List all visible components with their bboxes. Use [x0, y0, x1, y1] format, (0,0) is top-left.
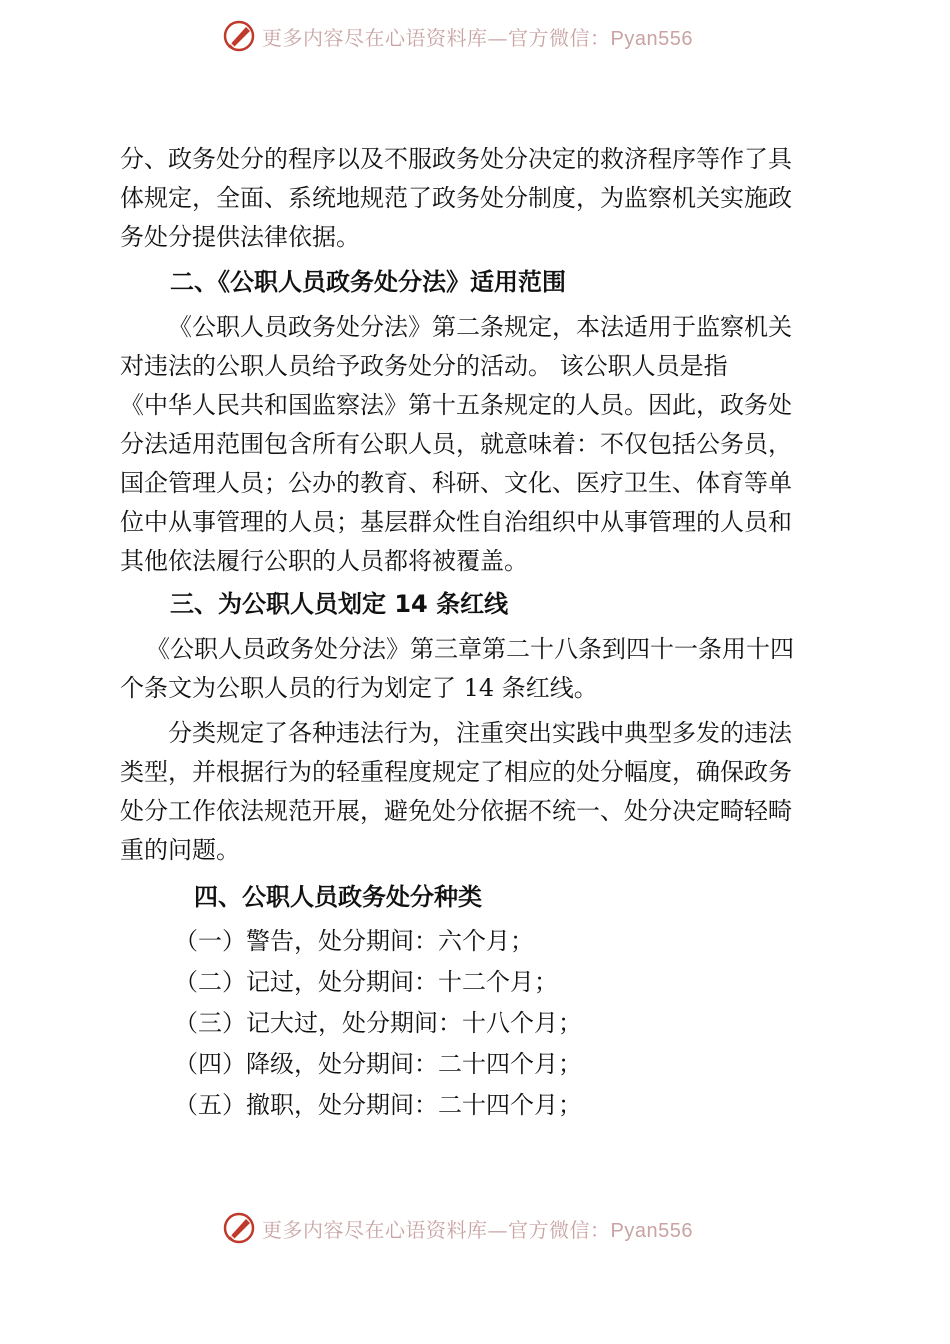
wechat-id: Pyan556 — [610, 27, 693, 50]
paragraph: 《公职人员政务处分法》第三章第二十八条到四十一条用十四个条文为公职人员的行为划定了 14 条红线。 — [120, 635, 794, 702]
penalty-list — [120, 921, 810, 1126]
document-body — [120, 140, 810, 1126]
list-item: （三）记大过，处分期间：十八个月； — [174, 1009, 582, 1037]
pen-logo-icon — [222, 1211, 256, 1245]
paragraph: 分、政务处分的程序以及不服政务处分决定的救济程序等作了具体规定，全面、系统地规范了政务处分制度，为监察机关实施政务处分提供法律依据。 — [120, 145, 792, 251]
footer-banner — [222, 1208, 742, 1248]
section-heading-4: 四、公职人员政务处分种类 — [194, 883, 482, 911]
paragraph: 《公职人员政务处分法》第二条规定，本法适用于监察机关对违法的公职人员给予政务处分的活动。 该公职人员是指 — [120, 313, 792, 380]
list-item: （五）撤职，处分期间：二十四个月； — [174, 1091, 582, 1119]
list-item: （二）记过，处分期间：十二个月； — [174, 968, 558, 996]
banner-slogan: 更多内容尽在心语资料库—官方微信： — [262, 25, 611, 50]
section-heading-3: 三、为公职人员划定 14 条红线 — [170, 590, 509, 618]
header-banner — [222, 16, 742, 56]
list-item: （四）降级，处分期间：二十四个月； — [174, 1050, 582, 1078]
wechat-id: Pyan556 — [610, 1219, 693, 1242]
banner-text — [262, 1214, 693, 1243]
list-item: （一）警告，处分期间：六个月； — [174, 927, 534, 955]
paragraph: 分类规定了各种违法行为，注重突出实践中典型多发的违法类型，并根据行为的轻重程度规定了相应的处分幅度，确保政务处分工作依法规范开展，避免处分依据不统一、处分决定畸轻畸重的问题。 — [120, 719, 792, 864]
banner-slogan: 更多内容尽在心语资料库—官方微信： — [262, 1217, 611, 1242]
pen-logo-icon — [222, 19, 256, 53]
paragraph: 《中华人民共和国监察法》第十五条规定的人员。因此，政务处分法适用范围包含所有公职人员，就意味着：不仅包括公务员，国企管理人员；公办的教育、科研、文化、医疗卫生、体育等单位中从事管理的人员；基层群众性自治组织中从事管理的人员和其他依法履行公职的人员都将被覆盖。 — [120, 391, 792, 575]
section-heading-2: 二、《公职人员政务处分法》适用范围 — [170, 268, 566, 296]
banner-text — [262, 22, 693, 51]
